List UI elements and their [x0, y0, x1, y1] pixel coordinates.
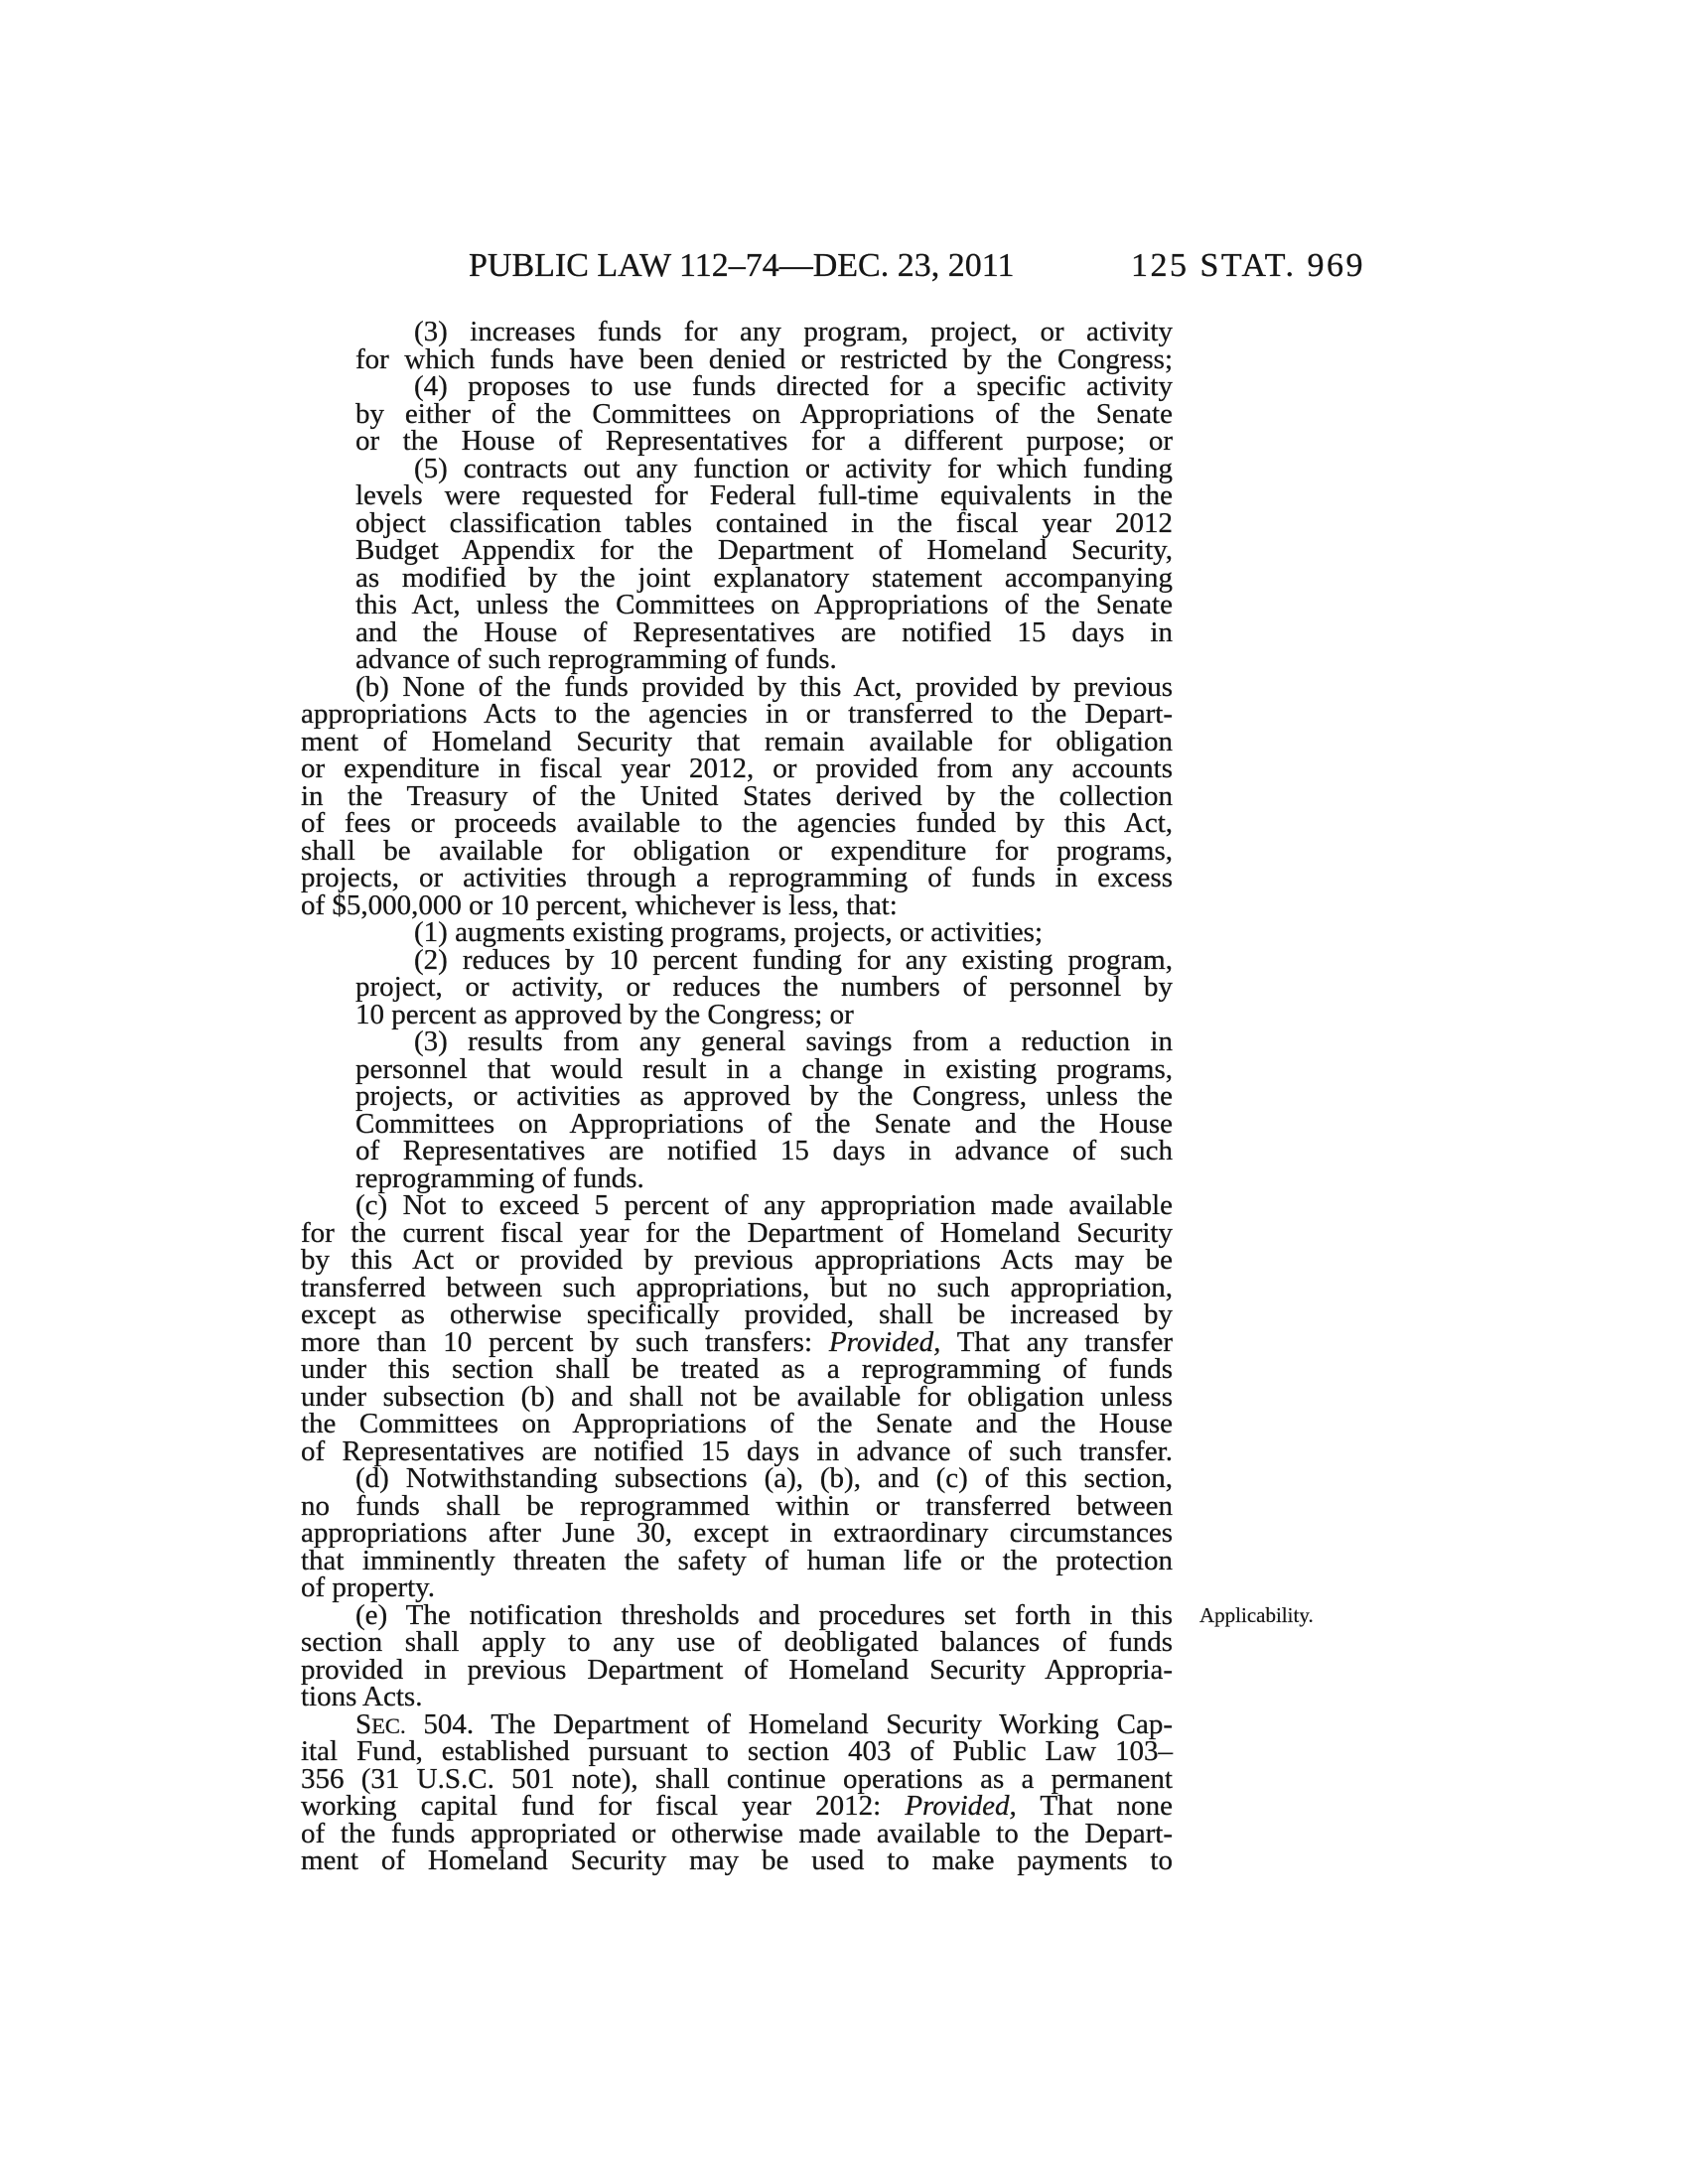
text-line: advance of such reprogramming of funds.	[355, 643, 837, 675]
text-line: ment of Homeland Security may be used to make payments to	[301, 1844, 1173, 1876]
text-line: of Representatives are notified 15 days in advance of such	[355, 1135, 1173, 1166]
para-a-item-5	[355, 452, 1173, 675]
header-stat-page: 125 STAT. 969	[1131, 247, 1365, 284]
text-line: the Committees on Appropriations of the Senate and the House	[301, 1408, 1173, 1439]
text-line: for the current fiscal year for the Department of Homeland Security	[301, 1216, 1173, 1249]
text-line: under subsection (b) and shall not be available for obligation unless	[301, 1380, 1173, 1413]
text-line: as modified by the joint explanatory statement accompanying	[355, 561, 1173, 594]
text-line: levels were requested for Federal full-time equivalents in the	[355, 479, 1173, 511]
header-public-law: PUBLIC LAW 112–74—DEC. 23, 2011	[469, 247, 1015, 284]
text-line: of $5,000,000 or 10 percent, whichever is less, that:	[301, 888, 898, 921]
text-line: Budget Appendix for the Department of Homeland Security,	[355, 534, 1173, 566]
subsection-b	[301, 670, 1173, 921]
text-line: that imminently threaten the safety of human life or the protection	[301, 1544, 1173, 1576]
text-line: except as otherwise specifically provided, shall be increased by	[301, 1298, 1173, 1330]
text-line: appropriations Acts to the agencies in or transferred to the Depart-	[301, 698, 1173, 730]
text-line: provided in previous Department of Homeland Security Appropria-	[301, 1653, 1173, 1686]
text-line	[301, 1325, 1173, 1358]
text-line: by this Act or provided by previous appropriations Acts may be	[301, 1244, 1173, 1276]
text-line: section shall apply to any use of deobligated balances of funds	[301, 1626, 1173, 1658]
text-line: (d) Notwithstanding subsections (a), (b), and (c) of this section,	[355, 1462, 1173, 1494]
text-line: appropriations after June 30, except in extraordinary circumstances	[301, 1517, 1173, 1549]
text-line: transferred between such appropriations, but no such appropriation,	[301, 1271, 1173, 1303]
text-line: tions Acts.	[301, 1681, 423, 1712]
text-line: reprogramming of funds.	[355, 1161, 644, 1194]
para-a-item-4	[355, 370, 1173, 457]
text-line	[301, 1707, 1173, 1740]
line-text-segment: 504. The Department of Homeland Security Working Cap-	[405, 1707, 1173, 1740]
text-line: object classification tables contained in the fiscal year 2012	[355, 506, 1173, 539]
line-text-segment: That none	[1016, 1790, 1173, 1822]
text-line: or expenditure in fiscal year 2012, or provided from any accounts	[301, 752, 1173, 784]
text-line: projects, or activities through a reprogramming of funds in excess	[301, 862, 1173, 893]
text-line: shall be available for obligation or expenditure for programs,	[301, 834, 1173, 867]
text-line: of Representatives are notified 15 days in advance of such transfer.	[301, 1434, 1173, 1467]
line-text-segment: working capital fund for fiscal year 2012:	[301, 1790, 906, 1822]
body-text	[301, 316, 1173, 1876]
text-line: of the funds appropriated or otherwise made available to the Depart-	[301, 1817, 1173, 1849]
text-line: (3) results from any general savings from a reduction in	[414, 1025, 1173, 1057]
subsection-d	[301, 1462, 1173, 1603]
text-line: (3) increases funds for any program, project, or activity	[414, 316, 1173, 347]
text-line: (5) contracts out any function or activity for which funding	[414, 452, 1173, 484]
text-line: (c) Not to exceed 5 percent of any appropriation made available	[355, 1189, 1173, 1221]
text-line: (e) The notification thresholds and procedures set forth in this	[355, 1598, 1173, 1631]
text-line: (b) None of the funds provided by this Act, provided by previous	[355, 670, 1173, 703]
margin-note-applicability: Applicability.	[1199, 1602, 1314, 1627]
text-line: under this section shall be treated as a reprogramming of funds	[301, 1353, 1173, 1385]
text-line: and the House of Representatives are notified 15 days in	[355, 615, 1173, 648]
text-line: (1) augments existing programs, projects, or activities;	[414, 916, 1044, 948]
text-line: by either of the Committees on Appropriations of the Senate	[355, 397, 1173, 430]
text-line: projects, or activities as approved by the Congress, unless the	[355, 1080, 1173, 1112]
text-line: or the House of Representatives for a different purpose; or	[355, 425, 1173, 457]
text-line: in the Treasury of the United States derived by the collection	[301, 779, 1173, 812]
text-line: no funds shall be reprogrammed within or transferred between	[301, 1489, 1173, 1522]
para-a-item-3	[355, 316, 1173, 375]
text-line: project, or activity, or reduces the numbers of personnel by	[355, 971, 1173, 1003]
text-line: this Act, unless the Committees on Appropriations of the Senate	[355, 589, 1173, 620]
subsection-c	[301, 1189, 1173, 1467]
line-text-segment: more than 10 percent by such transfers:	[301, 1325, 829, 1358]
text-line: (2) reduces by 10 percent funding for any existing program,	[414, 943, 1173, 976]
text-line: ital Fund, established pursuant to section 403 of Public Law 103–	[301, 1735, 1173, 1767]
text-line: (4) proposes to use funds directed for a specific activity	[414, 370, 1173, 402]
text-line: ment of Homeland Security that remain available for obligation	[301, 725, 1173, 757]
section-504	[301, 1707, 1173, 1876]
subsection-b-item-2	[355, 943, 1173, 1030]
line-text-segment: That any transfer	[940, 1325, 1173, 1358]
section-heading: SEC.	[355, 1707, 406, 1740]
subsection-b-item-1	[355, 916, 1173, 948]
text-line: 10 percent as approved by the Congress; or	[355, 998, 854, 1030]
text-line: of fees or proceeds available to the agencies funded by this Act,	[301, 807, 1173, 839]
text-line: of property.	[301, 1571, 436, 1603]
text-line	[301, 1790, 1173, 1822]
subsection-e	[301, 1598, 1173, 1712]
text-line: 356 (31 U.S.C. 501 note), shall continue operations as a permanent	[301, 1762, 1173, 1795]
subsection-b-item-3	[355, 1025, 1173, 1194]
text-line: Committees on Appropriations of the Senate and the House	[355, 1107, 1173, 1140]
text-line: personnel that would result in a change in existing programs,	[355, 1052, 1173, 1085]
proviso-italic: Provided,	[905, 1790, 1017, 1822]
text-line: for which funds have been denied or restricted by the Congress;	[355, 342, 1173, 375]
proviso-italic: Provided,	[828, 1325, 941, 1358]
